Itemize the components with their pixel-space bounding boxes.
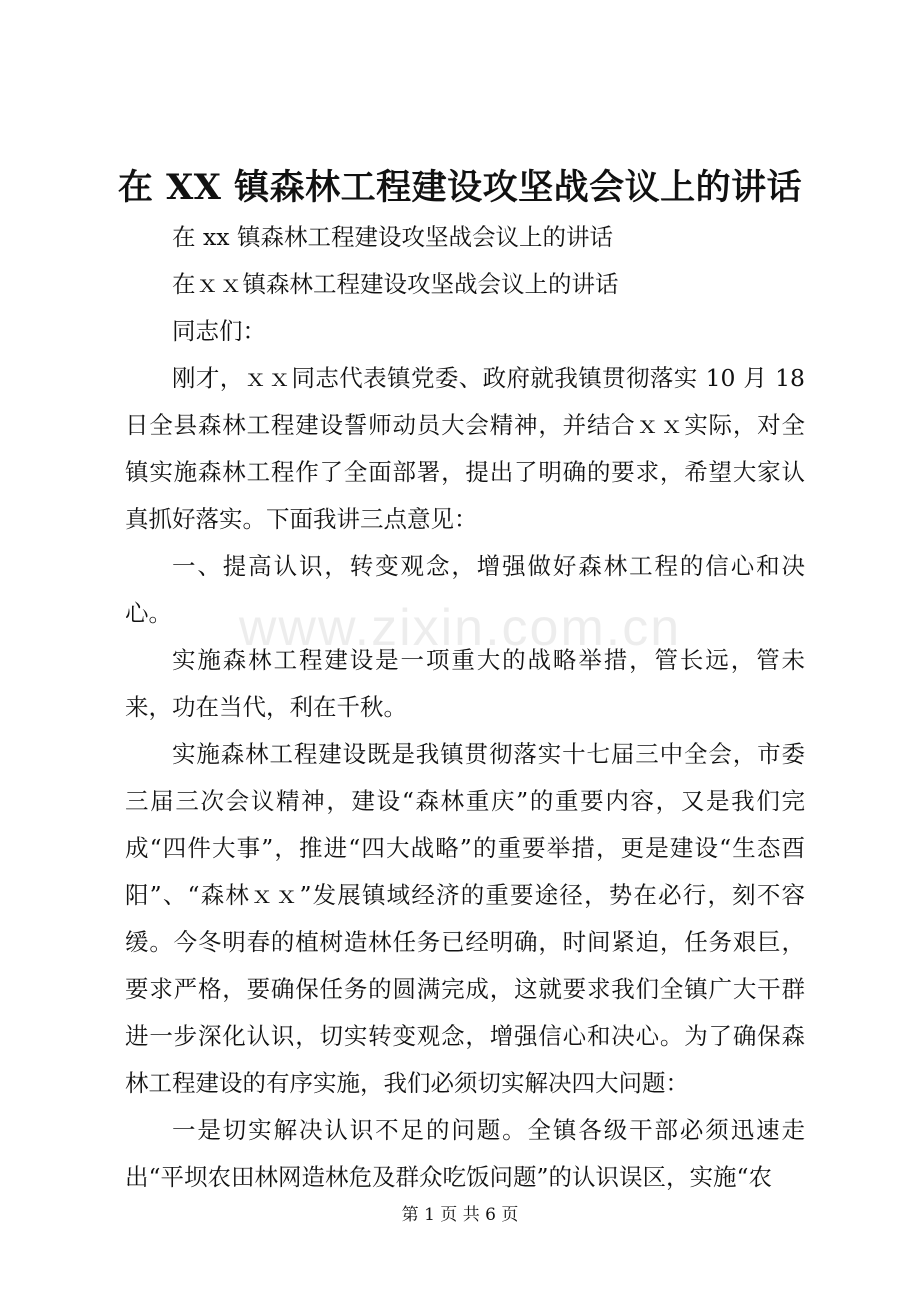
paragraph: 在 xx 镇森林工程建设攻坚战会议上的讲话	[172, 223, 613, 251]
paragraph: 实施森林工程建设既是我镇贯彻落实十七届三中全会，市委三届三次会议精神，建设“森林重庆”的重要内容，又是我们完成“四件大事”，推进“四大战略”的重要举措，更是建设“生态酉阳”、“森林ｘｘ”发展镇域经济的重要途径，势在必行，刻不容缓。今冬明春的植树造林任务已经明确，时间紧迫，任务艰巨，要求严格，要确保任务的圆满完成，这就要求我们全镇广大干群进一步深化认识，切实转变观念，增强信心和决心。为了确保森林工程建设的有序实施，我们必须切实解决四大问题：	[125, 740, 805, 1097]
paragraph: 实施森林工程建设是一项重大的战略举措，管长远，管未来，功在当代，利在千秋。	[125, 646, 805, 721]
paragraph: 在ｘｘ镇森林工程建设攻坚战会议上的讲话	[172, 270, 619, 298]
document-body	[125, 214, 805, 1201]
paragraph: 一、提高认识，转变观念，增强做好森林工程的信心和决心。	[125, 552, 805, 627]
paragraph: 同志们：	[172, 317, 266, 345]
watermark: www.zixin.com.cn	[238, 599, 682, 657]
document-title: 在 XX 镇森林工程建设攻坚战会议上的讲话	[117, 167, 803, 208]
paragraph: 刚才，ｘｘ同志代表镇党委、政府就我镇贯彻落实 10 月 18 日全县森林工程建设誓师动员大会精神，并结合ｘｘ实际，对全镇实施森林工程作了全面部署，提出了明确的要求，希望大家认真抓好落实。下面我讲三点意见：	[125, 364, 805, 533]
paragraph: 一是切实解决认识不足的问题。全镇各级干部必须迅速走出“平坝农田林网造林危及群众吃饭问题”的认识误区，实施“农	[125, 1116, 805, 1191]
page-footer: 第 1 页 共 6 页	[401, 1205, 519, 1225]
